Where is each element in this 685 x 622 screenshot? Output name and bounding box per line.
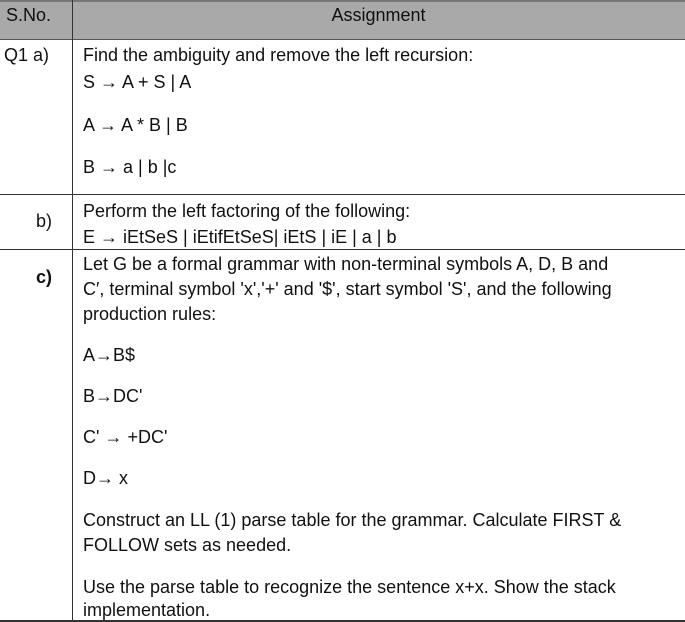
header-sno: S.No. (6, 5, 52, 25)
row-divider (0, 249, 685, 250)
header-assignment: Assignment (331, 5, 426, 25)
question-text: implementation. (83, 600, 211, 620)
row-number: c) (36, 267, 53, 287)
question-text: C′, terminal symbol 'x','+' and '$', start symbol 'S', and the following (83, 279, 612, 299)
question-text: FOLLOW sets as needed. (83, 535, 292, 555)
question-text: Use the parse table to recognize the sentence x+x. Show the stack (83, 577, 616, 597)
question-text: Construct an LL (1) parse table for the grammar. Calculate FIRST & (83, 510, 622, 530)
production-rule: B → a | b |c (83, 157, 177, 177)
question-text: Let G be a formal grammar with non-terminal symbols A, D, B and (83, 254, 609, 274)
row-number: b) (36, 211, 53, 231)
production-rule: A→B$ (83, 345, 136, 365)
production-rule: S → A + S | A (83, 72, 192, 92)
column-divider (72, 0, 73, 622)
production-rule: E → iEtSeS | iEtifEtSeS| iEtS | iE | a | b (83, 227, 397, 247)
question-text: Find the ambiguity and remove the left recursion: (83, 45, 474, 65)
production-rule: A → A * B | B (83, 115, 188, 135)
production-rule: C' → +DC' (83, 427, 168, 447)
row-divider (0, 194, 685, 195)
question-text: production rules: (83, 304, 217, 324)
question-text: Perform the left factoring of the following: (83, 201, 411, 221)
production-rule: B→DC' (83, 386, 143, 406)
row-number: Q1 a) (4, 45, 50, 65)
production-rule: D→ x (83, 468, 128, 488)
